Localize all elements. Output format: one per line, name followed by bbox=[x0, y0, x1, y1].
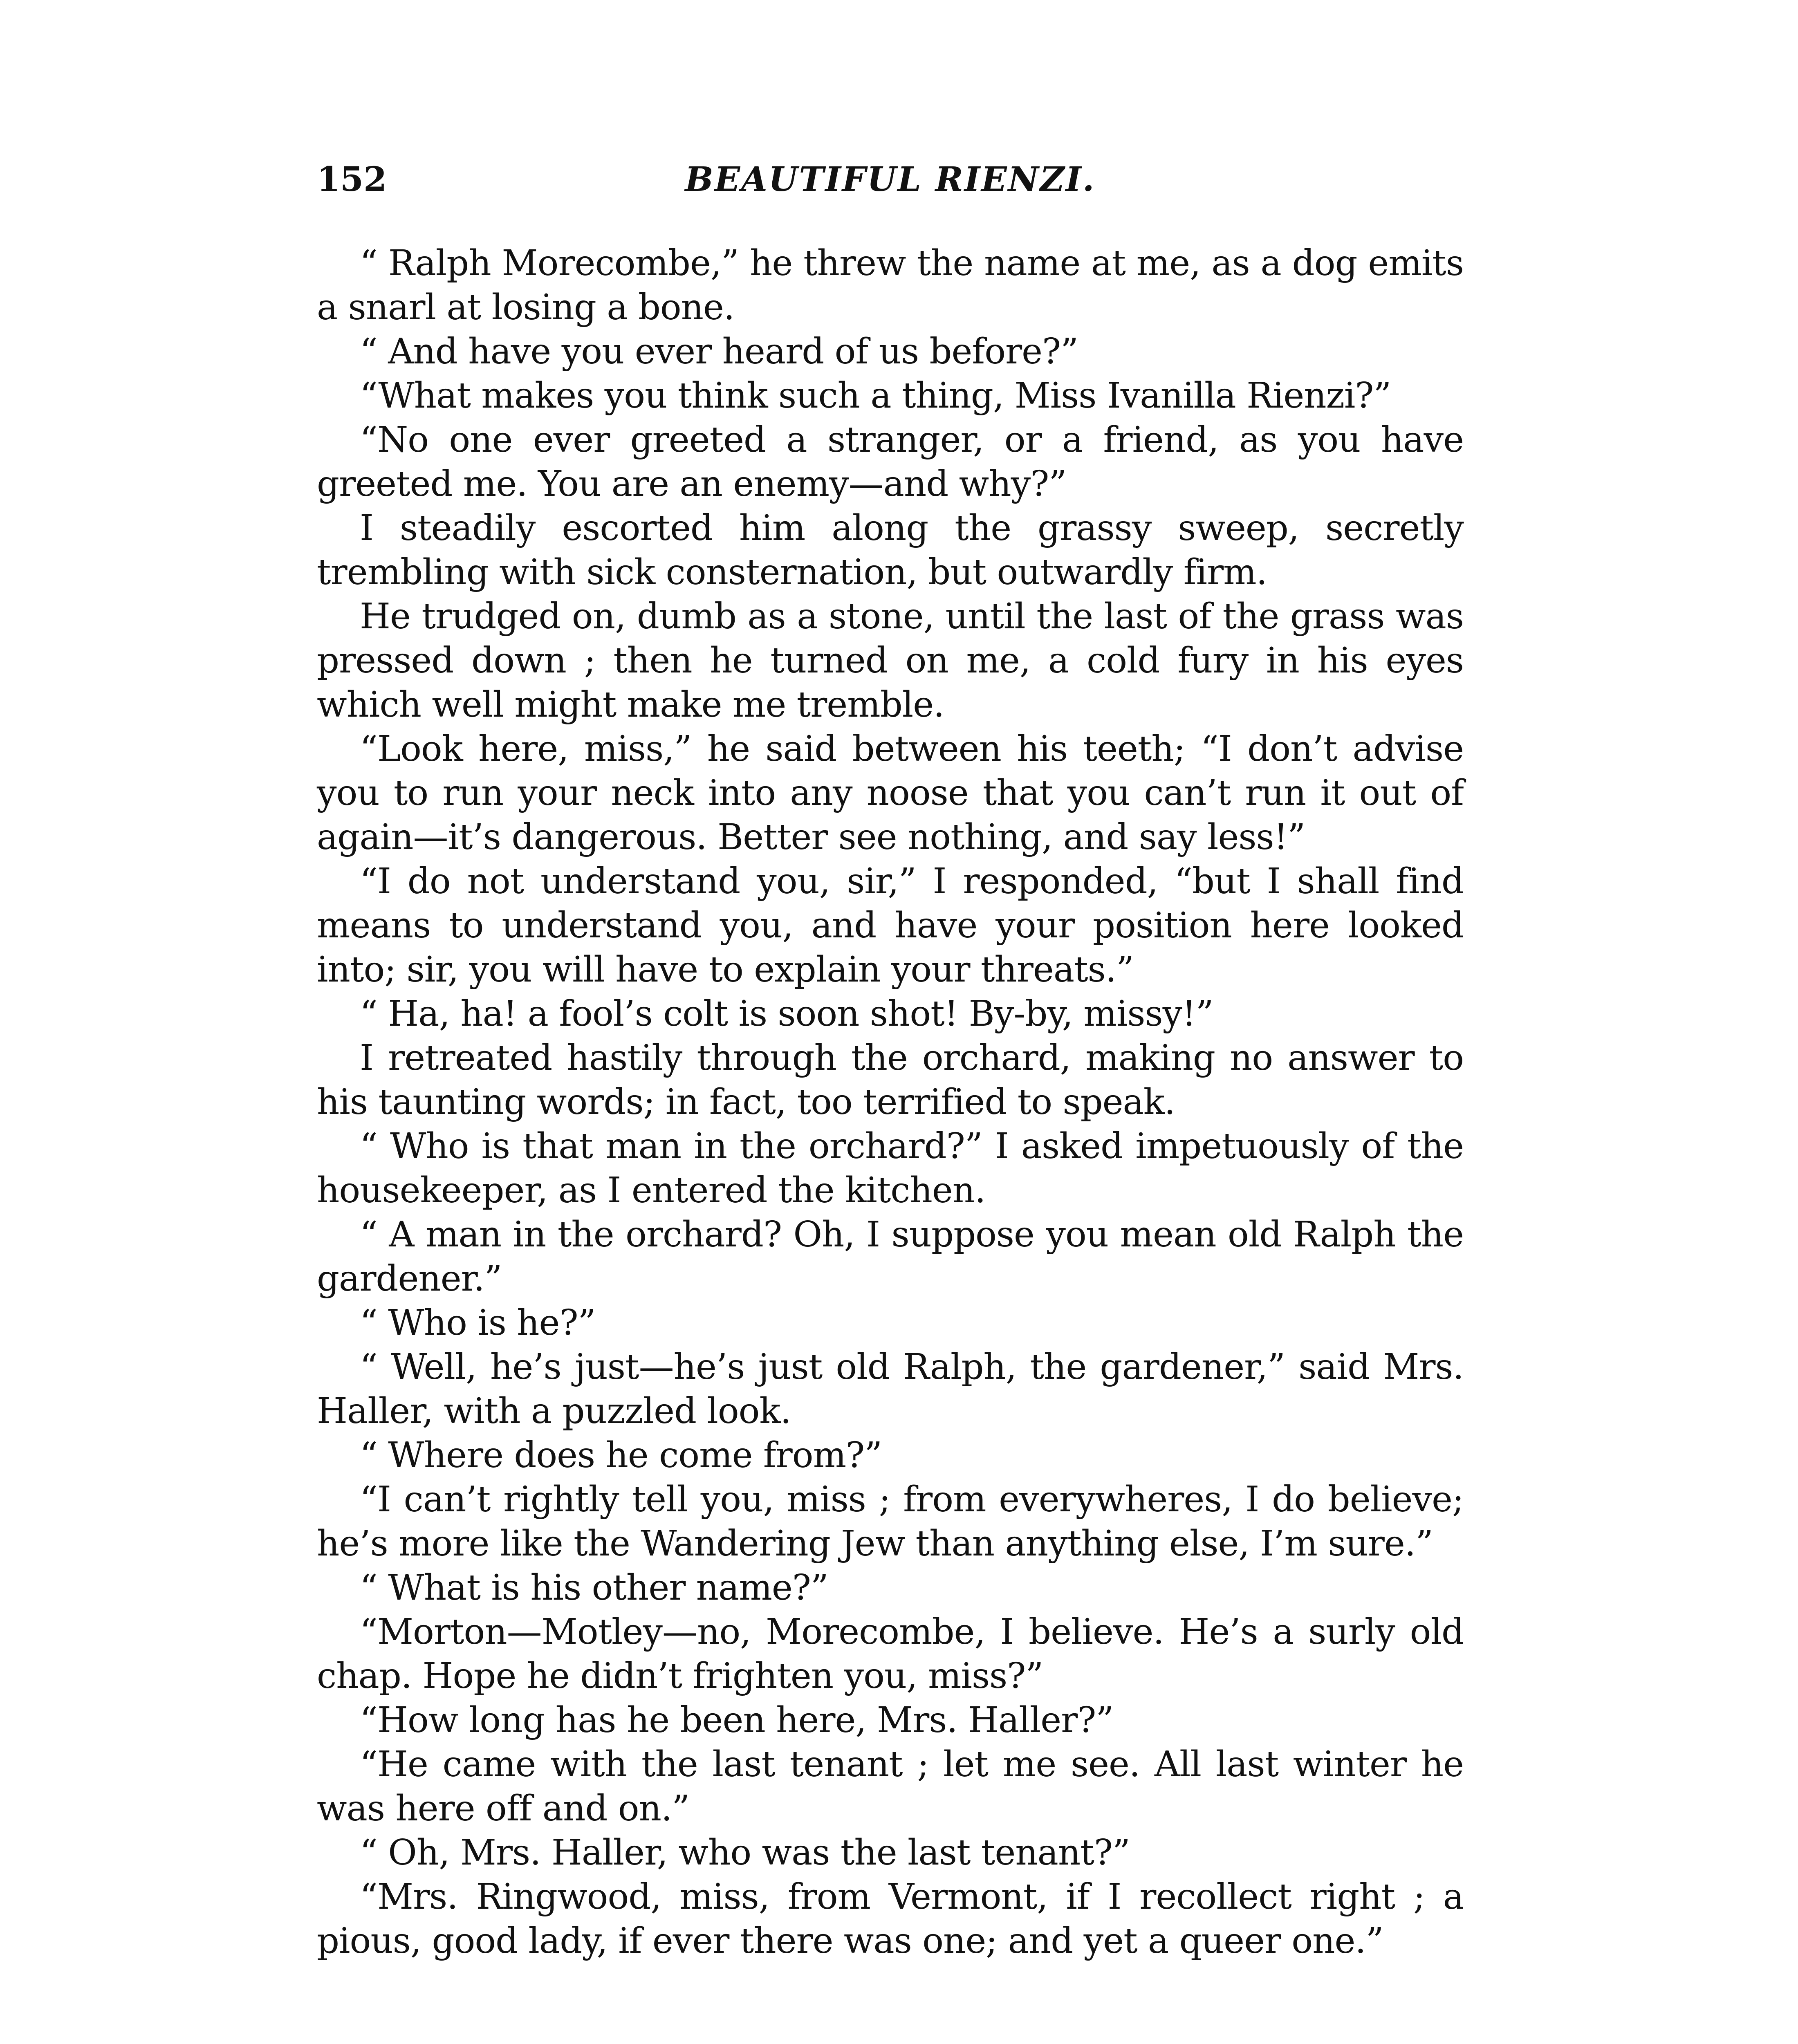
paragraph: He trudged on, dumb as a stone, until the last of the grass was pressed down ; then he turned on me, a cold fury in his eyes which well might make me tremble. bbox=[317, 596, 1464, 725]
paragraph: “ Who is that man in the orchard?” I asked impetuously of the housekeeper, as I entered the kitchen. bbox=[317, 1126, 1464, 1211]
paragraph: “No one ever greeted a stranger, or a friend, as you have greeted me. You are an enemy—and why?” bbox=[317, 419, 1464, 504]
page-number: 152 bbox=[317, 160, 387, 199]
page-header bbox=[317, 157, 1464, 202]
paragraph: “He came with the last tenant ; let me see. All last winter he was here off and on.” bbox=[317, 1744, 1464, 1829]
paragraph: I retreated hastily through the orchard, making no answer to his taunting words; in fact, too terrified to speak. bbox=[317, 1038, 1464, 1123]
paragraph: “ A man in the orchard? Oh, I suppose you mean old Ralph the gardener.” bbox=[317, 1214, 1464, 1299]
paragraph: “Mrs. Ringwood, miss, from Vermont, if I recollect right ; a pious, good lady, if ever there was one; and yet a queer one.” bbox=[317, 1876, 1464, 1961]
paragraph: “ Oh, Mrs. Haller, who was the last tenant?” bbox=[360, 1832, 1130, 1873]
body-text bbox=[317, 241, 1464, 1963]
paragraph: “I do not understand you, sir,” I responded, “but I shall find means to understand you, and have your position here looked into; sir, you will have to explain your threats.” bbox=[317, 861, 1464, 990]
paragraph: “How long has he been here, Mrs. Haller?” bbox=[360, 1700, 1114, 1741]
paragraph: “ Well, he’s just—he’s just old Ralph, the gardener,” said Mrs. Haller, with a puzzled look. bbox=[317, 1347, 1464, 1432]
paragraph: “I can’t rightly tell you, miss ; from everywheres, I do believe; he’s more like the Wandering Jew than anything else, I’m sure.” bbox=[317, 1479, 1464, 1564]
paragraph: “What makes you think such a thing, Miss Ivanilla Rienzi?” bbox=[360, 375, 1391, 416]
paragraph: I steadily escorted him along the grassy sweep, secretly trembling with sick consternation, but outwardly firm. bbox=[317, 508, 1464, 593]
paragraph: “Morton—Motley—no, Morecombe, I believe. He’s a surly old chap. Hope he didn’t frighten you, miss?” bbox=[317, 1611, 1464, 1697]
paragraph: “ Ha, ha! a fool’s colt is soon shot! By-by, missy!” bbox=[360, 993, 1213, 1034]
paragraph: “ Where does he come from?” bbox=[360, 1435, 882, 1476]
paragraph: “ What is his other name?” bbox=[360, 1567, 828, 1608]
paragraph: “ Who is he?” bbox=[360, 1302, 596, 1343]
paragraph: “ And have you ever heard of us before?” bbox=[360, 331, 1078, 372]
running-title: BEAUTIFUL RIENZI. bbox=[685, 160, 1096, 199]
paragraph: “Look here, miss,” he said between his teeth; “I don’t advise you to run your neck into any noose that you can’t run it out of again—it’s dangerous. Better see nothing, and say less!” bbox=[317, 728, 1464, 858]
paragraph: “ Ralph Morecombe,” he threw the name at me, as a dog emits a snarl at losing a bone. bbox=[317, 243, 1464, 328]
